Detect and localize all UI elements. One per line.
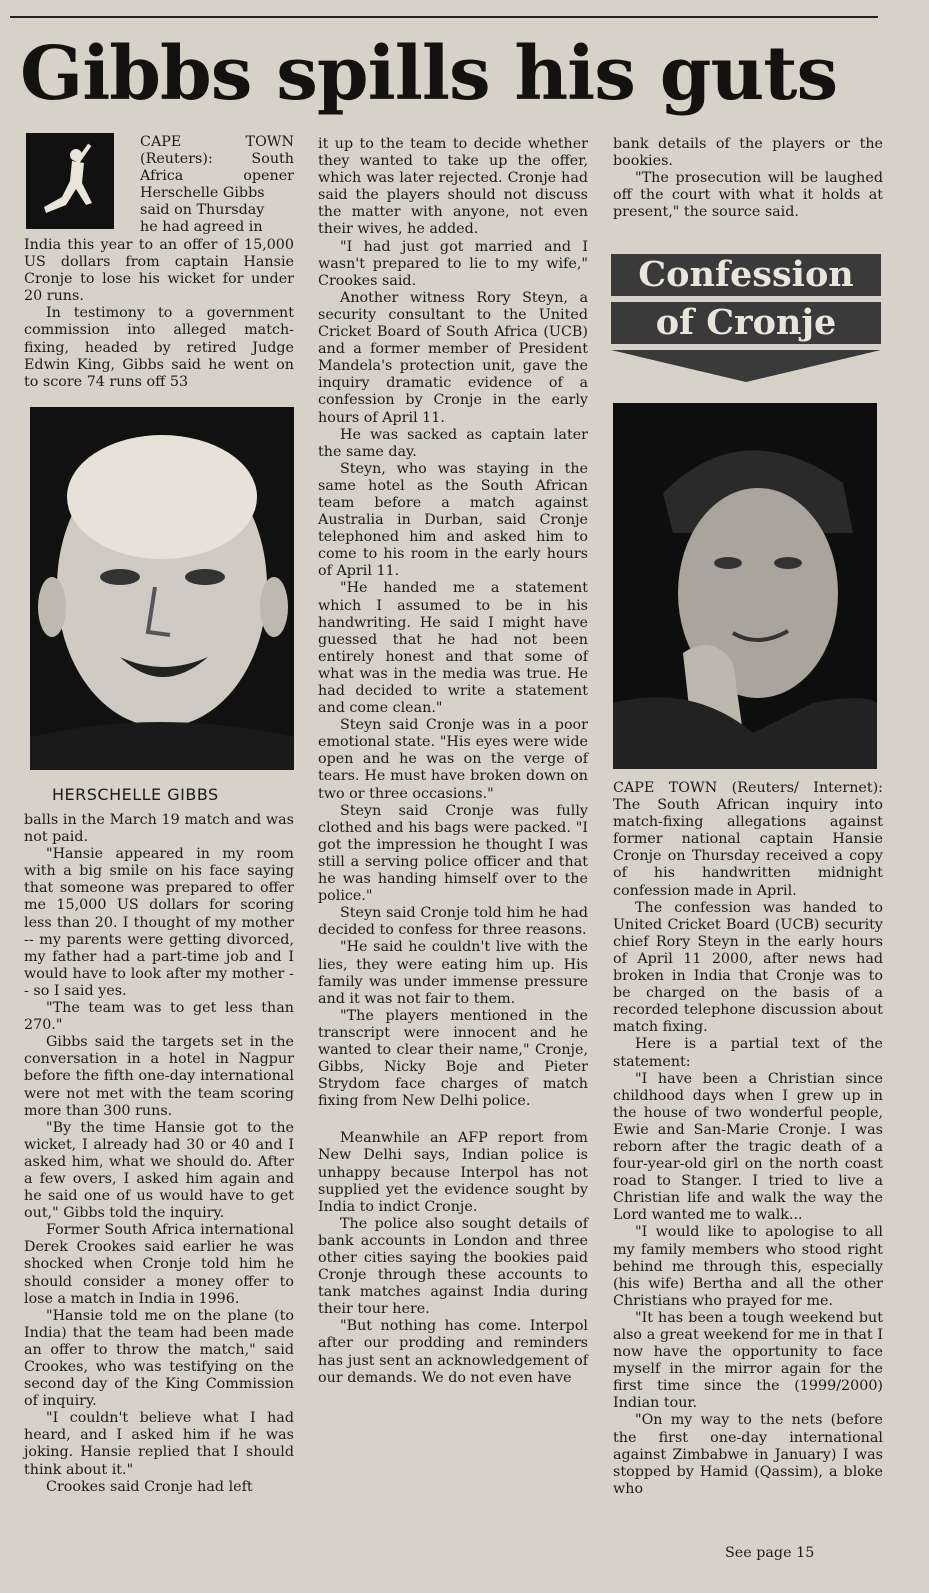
- left-paragraph: "The team was to get less than 270.": [24, 1000, 294, 1034]
- headline: Gibbs spills his guts: [20, 31, 838, 117]
- left-paragraph: "Hansie appeared in my room with a big smile on his face saying that someone was prepared to offer me 15,000 US dollars for scoring less than 20. I thought of my mother -- my parents were getting divorced, my father had a part-time job and I would have to look after my mother -- so I said yes.: [24, 846, 294, 999]
- middle-paragraph: Another witness Rory Steyn, a security consultant to the United Cricket Board of South Africa (UCB) and a former member of President Mandela's protection unit, gave the inquiry dramatic evidence of a confession by Cronje in the early hours of April 11.: [318, 289, 588, 426]
- middle-paragraph: Steyn said Cronje told him he had decided to confess for three reasons.: [318, 905, 588, 939]
- right-column-bottom: [613, 780, 883, 1498]
- left-column-bottom: [24, 812, 294, 1496]
- middle-paragraph: Steyn said Cronje was in a poor emotional state. "His eyes were wide open and he was on the verge of tears. He must have broken down on two or three occasions.": [318, 717, 588, 802]
- right-paragraph: bank details of the players or the bookies.: [613, 136, 883, 170]
- left-paragraph: Former South Africa international Derek Crookes said earlier he was shocked when Cronje told him he should consider a money offer to lose a match in India in 1996.: [24, 1222, 294, 1307]
- middle-paragraph: Steyn said Cronje was fully clothed and his bags were packed. "I got the impression he thought I was still a serving police officer and that he was handing himself over to the police.": [318, 802, 588, 905]
- right-column-top: [613, 136, 883, 221]
- right-paragraph: The confession was handed to United Cricket Board (UCB) security chief Rory Steyn in the early hours of April 11 2000, after news had broken in India that Cronje was to be charged on the basis of a recorded telephone discussion about match fixing.: [613, 899, 883, 1036]
- right-paragraph: CAPE TOWN (Reuters/ Internet): The South African inquiry into match-fixing allegations against former national captain Hansie Cronje on Thursday received a copy of his handwritten midnight confession made in April.: [613, 780, 883, 899]
- middle-column: [318, 136, 588, 1387]
- lead-line-2: (Reuters): South: [140, 151, 294, 168]
- sidehead-arrow: [611, 350, 881, 382]
- middle-paragraph: Steyn, who was staying in the same hotel as the South African team before a match against Australia in Durban, said Cronje telephoned him and asked him to come to his room in the early hours of April 11.: [318, 460, 588, 580]
- lead-line-3: Africa opener: [140, 168, 294, 185]
- middle-paragraph: "But nothing has come. Interpol after our prodding and reminders has just sent an acknowledgement of our demands. We do not even have: [318, 1318, 588, 1386]
- middle-paragraph: He was sacked as captain later the same day.: [318, 426, 588, 460]
- left-paragraph: "I couldn't believe what I had heard, and I asked him if he was joking. Hansie replied that I should think about it.": [24, 1410, 294, 1478]
- right-paragraph: "The prosecution will be laughed off the court with what it holds at present," the source said.: [613, 170, 883, 221]
- middle-paragraph: The police also sought details of bank accounts in London and three other cities saying the bookies paid Cronje through these accounts to tank matches against India during their tour here.: [318, 1215, 588, 1318]
- lead-line-1: CAPE TOWN: [140, 134, 294, 150]
- cricket-batsman-icon: [26, 133, 114, 229]
- left-paragraph: "Hansie told me on the plane (to India) that the team had been made an offer to throw the match," said Crookes, who was testifying on the second day of the King Commission of inquiry.: [24, 1307, 294, 1410]
- left-paragraph: In testimony to a government commission into alleged match-fixing, headed by retired Judge Edwin King, Gibbs said he went on to score 74 runs off 53: [24, 305, 294, 390]
- lead-line-4: Herschelle Gibbs: [140, 185, 265, 202]
- right-paragraph: Here is a partial text of the statement:: [613, 1036, 883, 1070]
- right-paragraph: "On my way to the nets (before the first one-day international against Zimbabwe in January) I was stopped by Hamid (Qassim), a bloke who: [613, 1412, 883, 1497]
- top-rule: [10, 16, 878, 18]
- sidehead-line-1: Confession: [611, 254, 881, 296]
- right-paragraph: "I have been a Christian since childhood days when I grew up in the house of two wonderful people, Ewie and San-Marie Cronje. I was reborn after the tragic death of a four-year-old girl on the north coast road to Stanger. I tried to live a Christian life and walk the way the Lord wanted me to walk...: [613, 1070, 883, 1224]
- see-page-reference: See page 15: [725, 1545, 815, 1561]
- middle-paragraph: "I had just got married and I wasn't prepared to lie to my wife," Crookes said.: [318, 238, 588, 289]
- middle-paragraph: it up to the team to decide whether they wanted to take up the offer, which was later rejected. Cronje had said the players should not discuss the matter with anyone, not even their wives, he added.: [318, 136, 588, 238]
- middle-paragraph: Meanwhile an AFP report from New Delhi says, Indian police is unhappy because Interpol has not supplied yet the evidence sought by India to indict Cronje.: [318, 1130, 588, 1215]
- left-paragraph: Crookes said Cronje had left: [46, 1478, 253, 1495]
- lead-wrap: [140, 134, 294, 237]
- left-paragraph: Gibbs said the targets set in the conversation in a hotel in Nagpur before the fifth one-day international were not met with the team scoring more than 300 runs.: [24, 1034, 294, 1119]
- lead-line-5: said on Thursday: [140, 202, 265, 219]
- gibbs-photo-caption: HERSCHELLE GIBBS: [52, 785, 219, 804]
- gibbs-photo: [30, 407, 294, 770]
- left-paragraph: "By the time Hansie got to the wicket, I already had 30 or 40 and I asked him, what we should do. After a few overs, I asked him again and he said one of us would have to get out," Gibbs told the inquiry.: [24, 1119, 294, 1222]
- lead-rest: India this year to an offer of 15,000 US dollars from captain Hansie Cronje to lose his wicket for under 20 runs.: [24, 237, 294, 305]
- sidehead-confession: [611, 254, 881, 386]
- right-paragraph: "I would like to apologise to all my family members who stood right behind me through this, especially (his wife) Bertha and all the other Christians who prayed for me.: [613, 1224, 883, 1309]
- left-paragraph: balls in the March 19 match and was not paid.: [24, 812, 294, 846]
- middle-paragraph: "He handed me a statement which I assumed to be in his handwriting. He said I might have guessed that he had not been entirely honest and that some of what was in the media was true. He had decided to write a statement and come clean.": [318, 580, 588, 717]
- sidehead-line-2: of Cronje: [611, 302, 881, 344]
- lead-line-6: he had agreed in: [140, 219, 263, 236]
- cronje-photo: [613, 403, 877, 769]
- middle-paragraph: "The players mentioned in the transcript were innocent and he wanted to clear their name," Cronje, Gibbs, Nicky Boje and Pieter Strydom face charges of match fixing from New Delhi police.: [318, 1007, 588, 1110]
- right-paragraph: "It has been a tough weekend but also a great weekend for me in that I now have the opportunity to face myself in the mirror again for the first time since the (1999/2000) Indian tour.: [613, 1309, 883, 1412]
- middle-paragraph: "He said he couldn't live with the lies, they were eating him up. His family was under immense pressure and it was not fair to them.: [318, 939, 588, 1007]
- left-column-top: [24, 237, 294, 391]
